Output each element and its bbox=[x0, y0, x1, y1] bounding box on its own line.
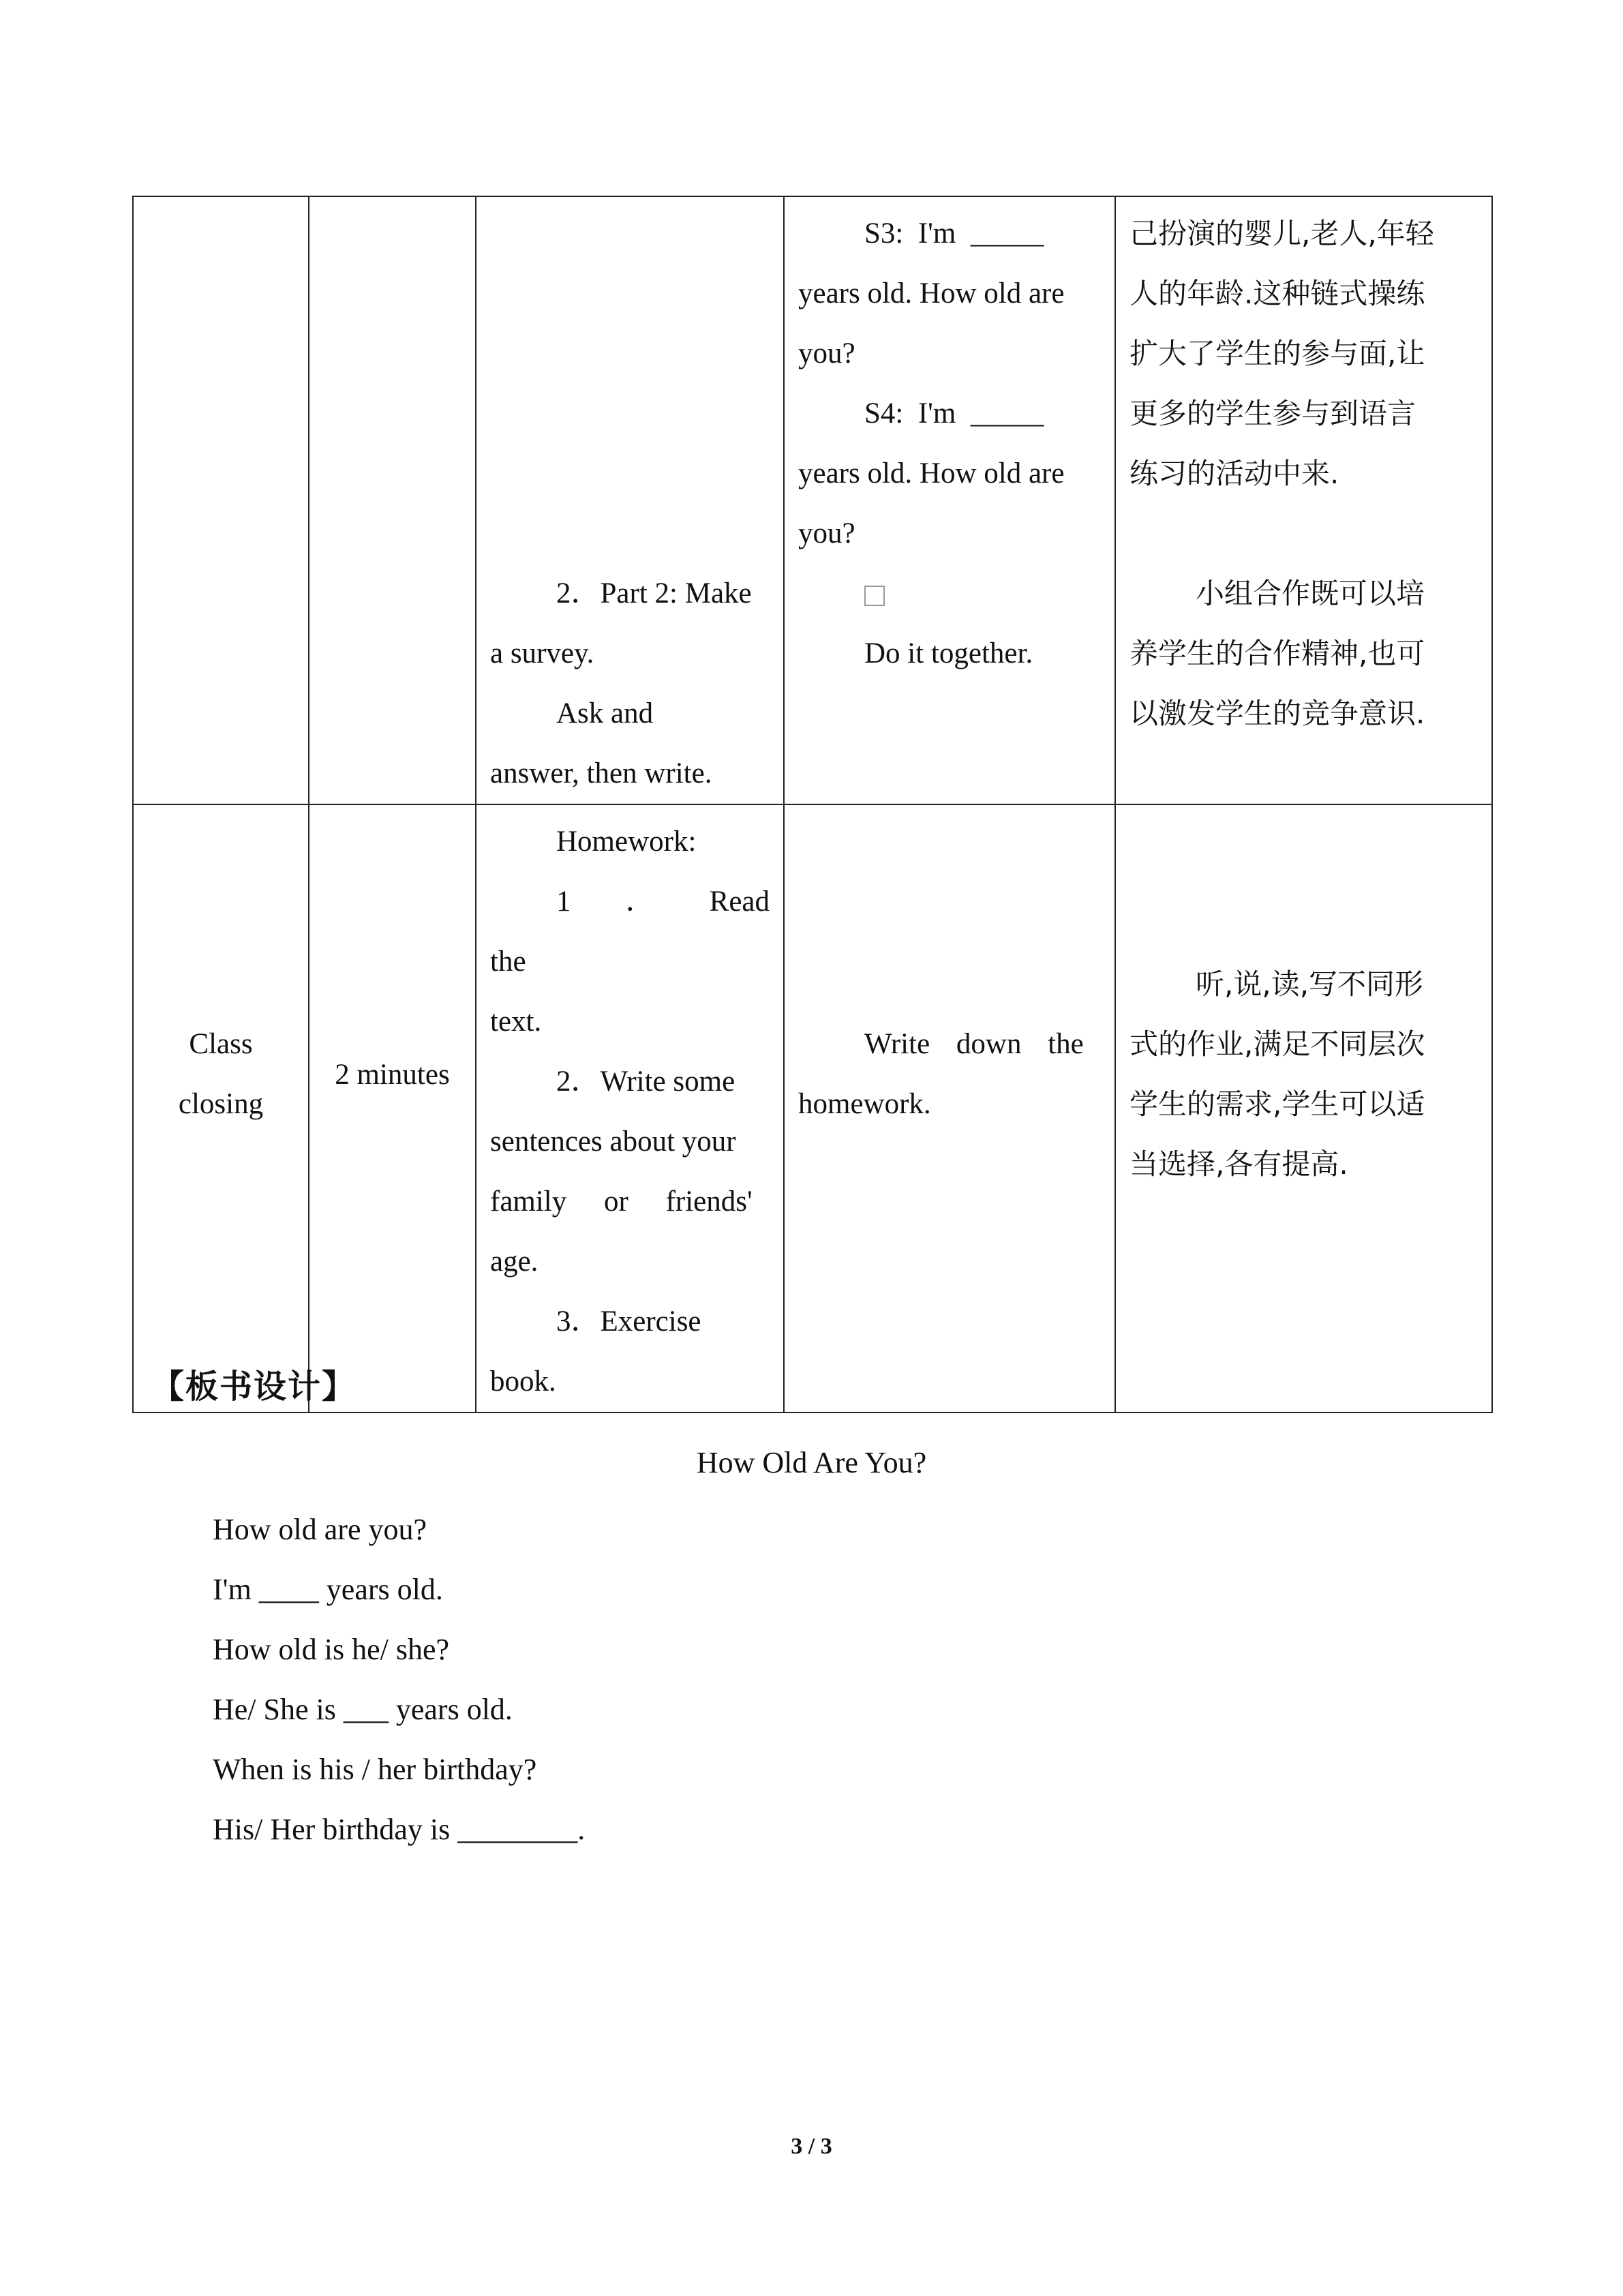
homework-item: sentences about your bbox=[490, 1126, 736, 1158]
stage-cell bbox=[133, 196, 309, 804]
activity-text: 2．Part 2: Make bbox=[556, 577, 752, 609]
board-line: I'm ____ years old. bbox=[213, 1573, 443, 1606]
homework-title: Homework: bbox=[556, 826, 697, 858]
purpose-text: 扩大了学生的参与面,让 bbox=[1129, 337, 1425, 370]
dialogue-line: years old. How old are bbox=[798, 457, 1065, 489]
purpose-text: 己扮演的婴儿,老人,年轻 bbox=[1129, 217, 1434, 250]
purpose-text: 人的年龄.这种链式操练 bbox=[1129, 277, 1425, 310]
purpose-text: 听,说,读,写不同形 bbox=[1196, 967, 1424, 1001]
purpose-text: 学生的需求,学生可以适 bbox=[1129, 1087, 1425, 1121]
dialogue-line: years old. How old are bbox=[798, 277, 1065, 309]
purpose-text: 当选择,各有提高. bbox=[1129, 1147, 1348, 1181]
stage-cell bbox=[133, 804, 309, 1413]
dialogue-line: you? bbox=[798, 517, 855, 549]
stage-label: Class bbox=[189, 1028, 253, 1060]
dialogue-line: S4: I'm _____ bbox=[864, 397, 1044, 429]
homework-item: text. bbox=[490, 1006, 542, 1038]
board-line: How old are you? bbox=[213, 1513, 427, 1546]
homework-item: family or friends' bbox=[490, 1185, 753, 1218]
activity-text: answer, then write. bbox=[490, 757, 712, 789]
dialogue-line: S3: I'm _____ bbox=[864, 217, 1044, 250]
purpose-text: 以激发学生的竞争意识. bbox=[1129, 697, 1425, 730]
table-row bbox=[133, 804, 1492, 1413]
table-row bbox=[133, 196, 1492, 804]
board-line: How old is he/ she? bbox=[213, 1633, 450, 1666]
student-activity-cell bbox=[784, 804, 1115, 1413]
activity-text bbox=[490, 684, 770, 744]
checkbox-row bbox=[798, 564, 1101, 624]
activity-text-part: Ask and bbox=[556, 697, 654, 729]
time-cell bbox=[309, 196, 476, 804]
board-line: When is his / her birthday? bbox=[213, 1753, 537, 1786]
page-number: 3 / 3 bbox=[791, 2134, 832, 2159]
student-text: homework. bbox=[798, 1088, 931, 1120]
stage-label: closing bbox=[178, 1088, 264, 1120]
homework-item: 1．Read the bbox=[490, 886, 770, 978]
teacher-activity-cell bbox=[476, 804, 784, 1413]
section-title: 【板书设计】 bbox=[151, 1368, 357, 1406]
student-text: Write down the bbox=[864, 1028, 1084, 1060]
homework-item: age. bbox=[490, 1245, 539, 1278]
lesson-plan-table bbox=[132, 196, 1493, 1413]
purpose-cell bbox=[1115, 196, 1492, 804]
homework-item: book. bbox=[490, 1365, 556, 1398]
dialogue-line: Do it together. bbox=[864, 637, 1033, 669]
checkbox-icon bbox=[864, 586, 885, 606]
board-line: He/ She is ___ years old. bbox=[213, 1693, 513, 1726]
student-activity-cell bbox=[784, 196, 1115, 804]
time-label: 2 minutes bbox=[335, 1058, 450, 1091]
purpose-text: 养学生的合作精神,也可 bbox=[1129, 637, 1425, 670]
time-cell bbox=[309, 804, 476, 1413]
board-line: His/ Her birthday is ________. bbox=[213, 1813, 586, 1846]
purpose-text: 练习的活动中来. bbox=[1129, 457, 1339, 490]
dialogue-line: you? bbox=[798, 337, 855, 369]
purpose-cell bbox=[1115, 804, 1492, 1413]
homework-item: 3．Exercise bbox=[556, 1305, 701, 1338]
purpose-text: 式的作业,满足不同层次 bbox=[1129, 1027, 1425, 1061]
purpose-text: 小组合作既可以培 bbox=[1196, 577, 1425, 610]
board-title: How Old Are You? bbox=[696, 1446, 927, 1479]
board-lines bbox=[213, 1500, 585, 1860]
purpose-text: 更多的学生参与到语言 bbox=[1129, 397, 1416, 430]
activity-text: a survey. bbox=[490, 637, 594, 669]
homework-item: 2．Write some bbox=[556, 1066, 735, 1098]
teacher-activity-cell bbox=[476, 196, 784, 804]
